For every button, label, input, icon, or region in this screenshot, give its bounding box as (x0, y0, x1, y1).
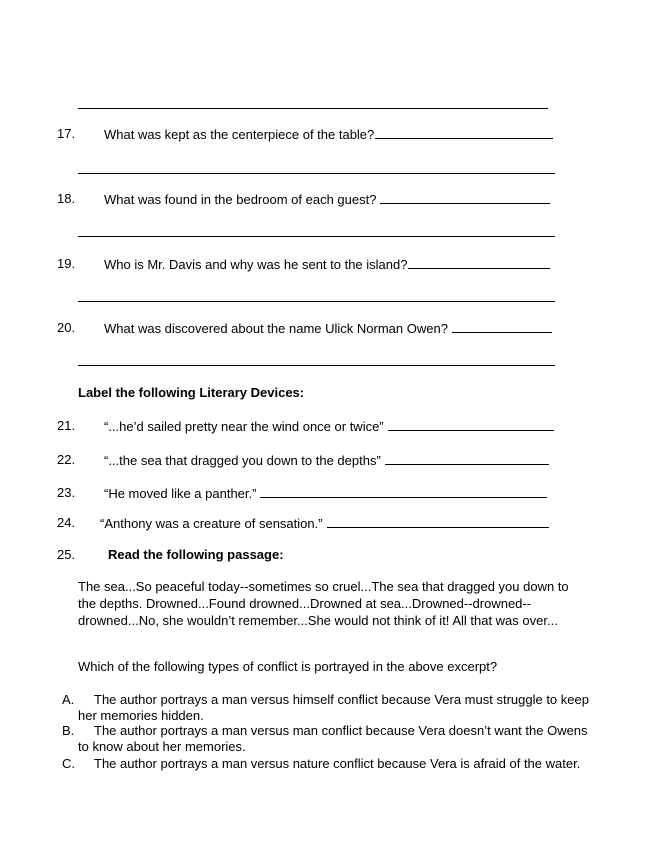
answer-blank[interactable] (260, 485, 547, 498)
question-text (104, 485, 547, 502)
quote-text: “Anthony was a creature of sensation.” (100, 516, 323, 531)
section-heading: Label the following Literary Devices: (78, 385, 305, 400)
quote-text: “...the sea that dragged you down to the depths” (104, 453, 381, 468)
question-label: What was kept as the centerpiece of the table? (104, 127, 375, 142)
passage-text: The sea...So peaceful today--sometimes so cruel...The sea that dragged you down to the depths. Drowned...Found drowned...Drowned at sea...Drowned--drowned--drowned...No, she wouldn’t remember...She would not think of it! All that was over... (78, 579, 569, 628)
question-label: What was discovered about the name Ulick Norman Owen? (104, 321, 448, 336)
answer-blank[interactable] (375, 126, 553, 139)
answer-blank[interactable] (327, 515, 549, 528)
answer-blank[interactable] (380, 191, 550, 204)
question-text (104, 126, 553, 143)
question-number: 24. (57, 515, 76, 530)
option-c[interactable]: The author portrays a man versus nature conflict because Vera is afraid of the water. (94, 756, 581, 771)
answer-blank[interactable] (408, 256, 550, 269)
question-number: 25. (57, 547, 76, 562)
answer-blank[interactable] (385, 452, 549, 465)
answer-blank[interactable] (388, 418, 554, 431)
question-number: 21. (57, 418, 76, 433)
answer-line[interactable] (78, 173, 555, 174)
answer-blank[interactable] (452, 320, 552, 333)
option-b[interactable]: The author portrays a man versus man conflict because Vera doesn’t want the Owens to know about her memories. (78, 723, 588, 754)
question-text (104, 452, 549, 469)
question-number: 19. (57, 256, 76, 271)
answer-line[interactable] (78, 236, 555, 237)
question-text (104, 191, 550, 208)
answer-line[interactable] (78, 301, 555, 302)
question-text (104, 256, 550, 273)
passage-heading: Read the following passage: (108, 547, 284, 562)
question-label: What was found in the bedroom of each guest? (104, 192, 377, 207)
option-letter: C. (62, 756, 75, 771)
option-letter: A. (62, 692, 75, 707)
question-number: 23. (57, 485, 76, 500)
question-number: 18. (57, 191, 76, 206)
conflict-question: Which of the following types of conflict is portrayed in the above excerpt? (78, 659, 498, 674)
quote-text: “...he’d sailed pretty near the wind once or twice” (104, 419, 384, 434)
question-number: 22. (57, 452, 76, 467)
quote-text: “He moved like a panther.” (104, 486, 257, 501)
question-text (100, 515, 549, 532)
question-text (104, 320, 552, 337)
question-number: 17. (57, 126, 76, 141)
answer-line[interactable] (78, 365, 555, 366)
option-letter: B. (62, 723, 75, 738)
question-text (104, 418, 554, 435)
question-number: 20. (57, 320, 76, 335)
option-a[interactable]: The author portrays a man versus himself conflict because Vera must struggle to keep her memories hidden. (78, 692, 589, 723)
question-label: Who is Mr. Davis and why was he sent to the island? (104, 257, 408, 272)
answer-line[interactable] (78, 108, 548, 109)
